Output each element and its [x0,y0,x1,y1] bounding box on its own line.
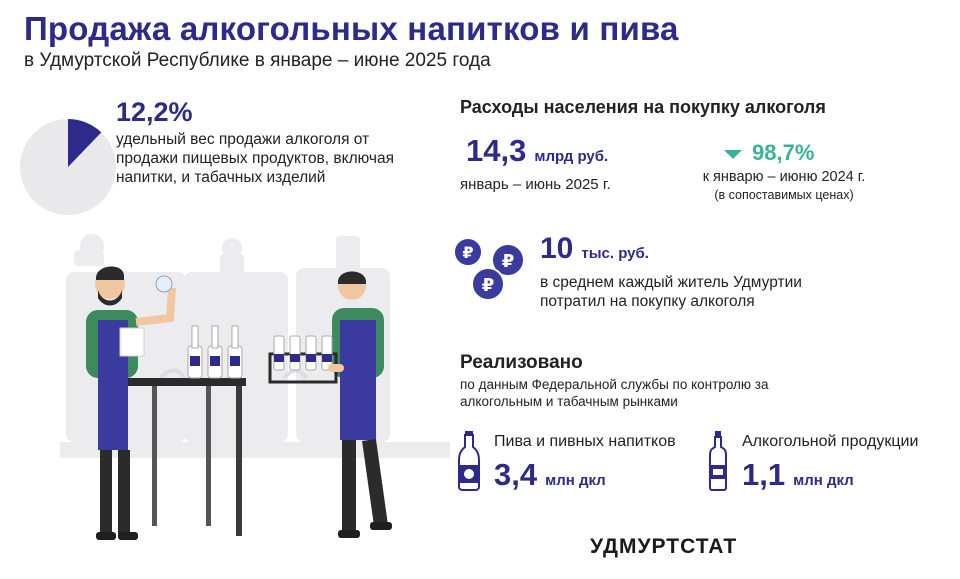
share-pie-chart [18,117,118,217]
beer-value [494,457,606,493]
per-capita-unit: тыс. руб. [581,245,649,262]
expenses-note: (в сопоставимых ценах) [714,188,854,202]
bartenders-illustration [60,228,450,550]
realized-description: по данным Федеральной службы по контролю за алкогольным и табачным рынками [460,377,769,409]
svg-text:₽: ₽ [481,275,495,296]
per-capita-value [540,232,649,266]
expenses-heading: Расходы населения на покупку алкоголя [460,97,826,117]
beer-unit: млн дкл [545,472,606,489]
page-title: Продажа алкогольных напитков и пива [24,10,679,47]
per-capita-description: в среднем каждый житель Удмуртии потратил на покупку алкоголя [540,274,802,310]
per-capita-number: 10 [540,232,574,265]
beer-number: 3,4 [494,457,538,492]
expenses-value [466,133,608,169]
share-value: 12,2% [116,97,193,127]
beer-label: Пива и пивных напитков [494,433,676,450]
page-subtitle: в Удмуртской Республике в январе – июне 2025 года [24,50,491,71]
alcohol-label: Алкогольной продукции [742,433,919,450]
share-description: удельный вес продажи алкоголя от продажи пищевых продуктов, включая напитки, и табачных изделий [116,131,395,186]
beer-bottle-icon [456,429,482,491]
vodka-bottle-icon [707,429,729,491]
alcohol-value [742,457,854,493]
expenses-change: 98,7% [752,140,815,165]
expenses-compare: к январю – июню 2024 г. [702,169,866,185]
realized-heading: Реализовано [460,352,583,373]
svg-text:₽: ₽ [501,251,515,272]
down-triangle-icon [724,150,742,159]
ruble-coins-icon [452,236,532,308]
svg-text:₽: ₽ [462,243,474,262]
brand-logo: УДМУРТСТАТ [590,535,738,558]
expenses-unit: млрд руб. [534,148,609,165]
alcohol-unit: млн дкл [793,472,854,489]
alcohol-number: 1,1 [742,457,786,492]
expenses-number: 14,3 [466,133,527,168]
expenses-period: январь – июнь 2025 г. [460,176,611,193]
